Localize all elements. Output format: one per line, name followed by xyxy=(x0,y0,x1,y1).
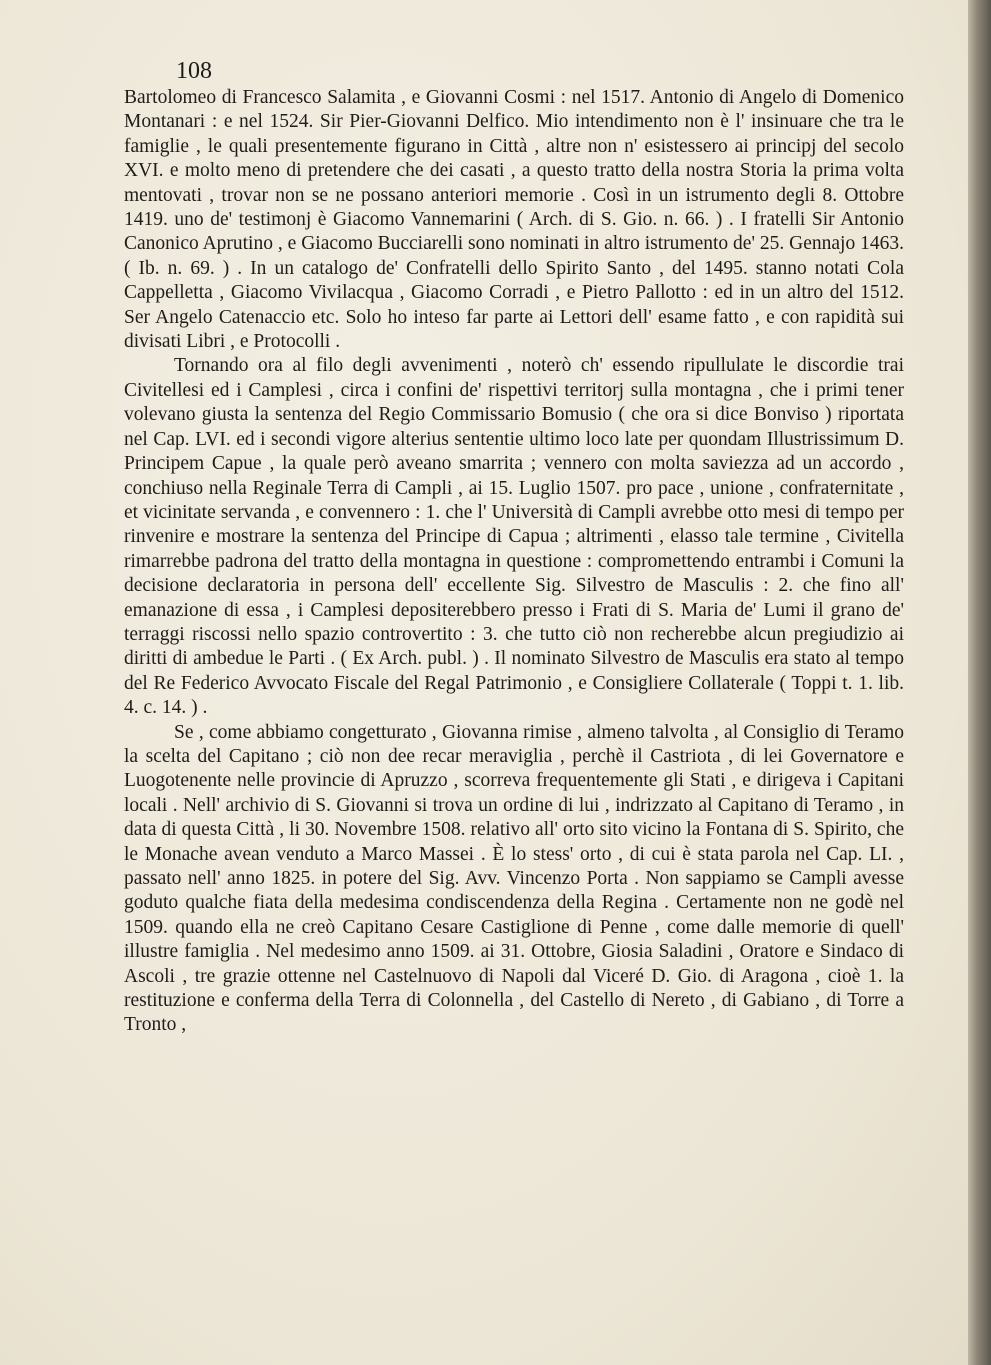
page-number: 108 xyxy=(176,58,212,84)
paragraph-3: Se , come abbiamo congetturato , Giovanna rimise , almeno talvolta , al Consiglio di Teramo la scelta del Capitano ; ciò non dee recar meraviglia , perchè il Castriota , di lei Governatore e Luogotenente nelle provincie di Apruzzo , scorreva frequentemente gli Stati , e dirigeva i Capitani locali . Nell' archivio di S. Giovanni si trova un ordine di lui , indrizzato al Capitano di Teramo , in data di questa Città , li 30. Novembre 1508. relativo all' orto sito vicino la Fontana di S. Spirito, che le Monache avean venduto a Marco Massei . È lo stess' orto , di cui è stata parola nel Cap. LI. , passato nell' anno 1825. in potere del Sig. Avv. Vincenzo Porta . Non sappiamo se Campli avesse goduto qualche fiata della medesima condiscendenza della Regina . Certamente non ne godè nel 1509. quando ella ne creò Capitano Cesare Castiglione di Penne , come dalle memorie di quell' illustre famiglia . Nel medesimo anno 1509. ai 31. Ottobre, Giosia Saladini , Oratore e Sindaco di Ascoli , tre grazie ottenne nel Castelnuovo di Napoli dal Viceré D. Gio. di Aragona , cioè 1. la restituzione e conferma della Terra di Colonnella , del Castello di Nereto , di Gabiano , di Torre a Tronto , xyxy=(124,721,904,1036)
book-spine-edge xyxy=(968,0,991,1365)
body-text xyxy=(124,86,904,1038)
paragraph-1: Bartolomeo di Francesco Salamita , e Giovanni Cosmi : nel 1517. Antonio di Angelo di Domenico Montanari : e nel 1524. Sir Pier-Giovanni Delfico. Mio intendimento non è l' insinuare che tra le famiglie , le quali presentemente figurano in Città , altre non n' esistessero ai principj del secolo XVI. e molto meno di pretendere che dei casati , a questo tratto della nostra Storia la prima volta mentovati , trovar non se ne possano anteriori memorie . Così in un istrumento degli 8. Ottobre 1419. uno de' testimonj è Giacomo Vannemarini ( Arch. di S. Gio. n. 66. ) . I fratelli Sir Antonio Canonico Aprutino , e Giacomo Bucciarelli sono nominati in altro istrumento de' 25. Gennajo 1463. ( Ib. n. 69. ) . In un catalogo de' Confratelli dello Spirito Santo , del 1495. stanno notati Cola Cappelletta , Giacomo Vivilacqua , Giacomo Corradi , e Pietro Pallotto : ed in un altro del 1512. Ser Angelo Catenaccio etc. Solo ho inteso far parte ai Lettori dell' esame fatto , e con rapidità sui divisati Libri , e Protocolli . xyxy=(124,87,904,353)
paragraph-2: Tornando ora al filo degli avvenimenti , noterò ch' essendo ripullulate le discordie trai Civitellesi ed i Camplesi , circa i confini de' rispettivi territorj sulla montagna , che i primi tener volevano giusta la sentenza del Regio Commissario Bomusio ( che ora si dice Bonviso ) riportata nel Cap. LVI. ed i secondi vigore alterius sententie ultimo loco late per quondam Illustrissimum D. Principem Capue , la quale però aveano smarrita ; vennero con molta saviezza ad un accordo , conchiuso nella Reginale Terra di Campli , ai 15. Luglio 1507. pro pace , unione , confraternitate , et vicinitate servanda , e convennero : 1. che l' Università di Campli avrebbe otto mesi di tempo per rinvenire e mostrare la sentenza del Principe di Capua ; altrimenti , elasso tale termine , Civitella rimarrebbe padrona del tratto della montagna in questione : compromettendo entrambi i Comuni la decisione declaratoria in persona dell' eccellente Sig. Silvestro de Masculis : 2. che fino all' emanazione di essa , i Camplesi depositerebbero presso i Frati di S. Maria de' Lumi il grano de' terraggi riscossi nello spazio controvertito : 3. che tutto ciò non recherebbe alcun pregiudizio ai diritti di ambedue le Parti . ( Ex Arch. publ. ) . Il nominato Silvestro de Masculis era stato al tempo del Re Federico Avvocato Fiscale del Regal Patrimonio , e Consigliere Collaterale ( Toppi t. 1. lib. 4. c. 14. ) . xyxy=(124,355,904,719)
